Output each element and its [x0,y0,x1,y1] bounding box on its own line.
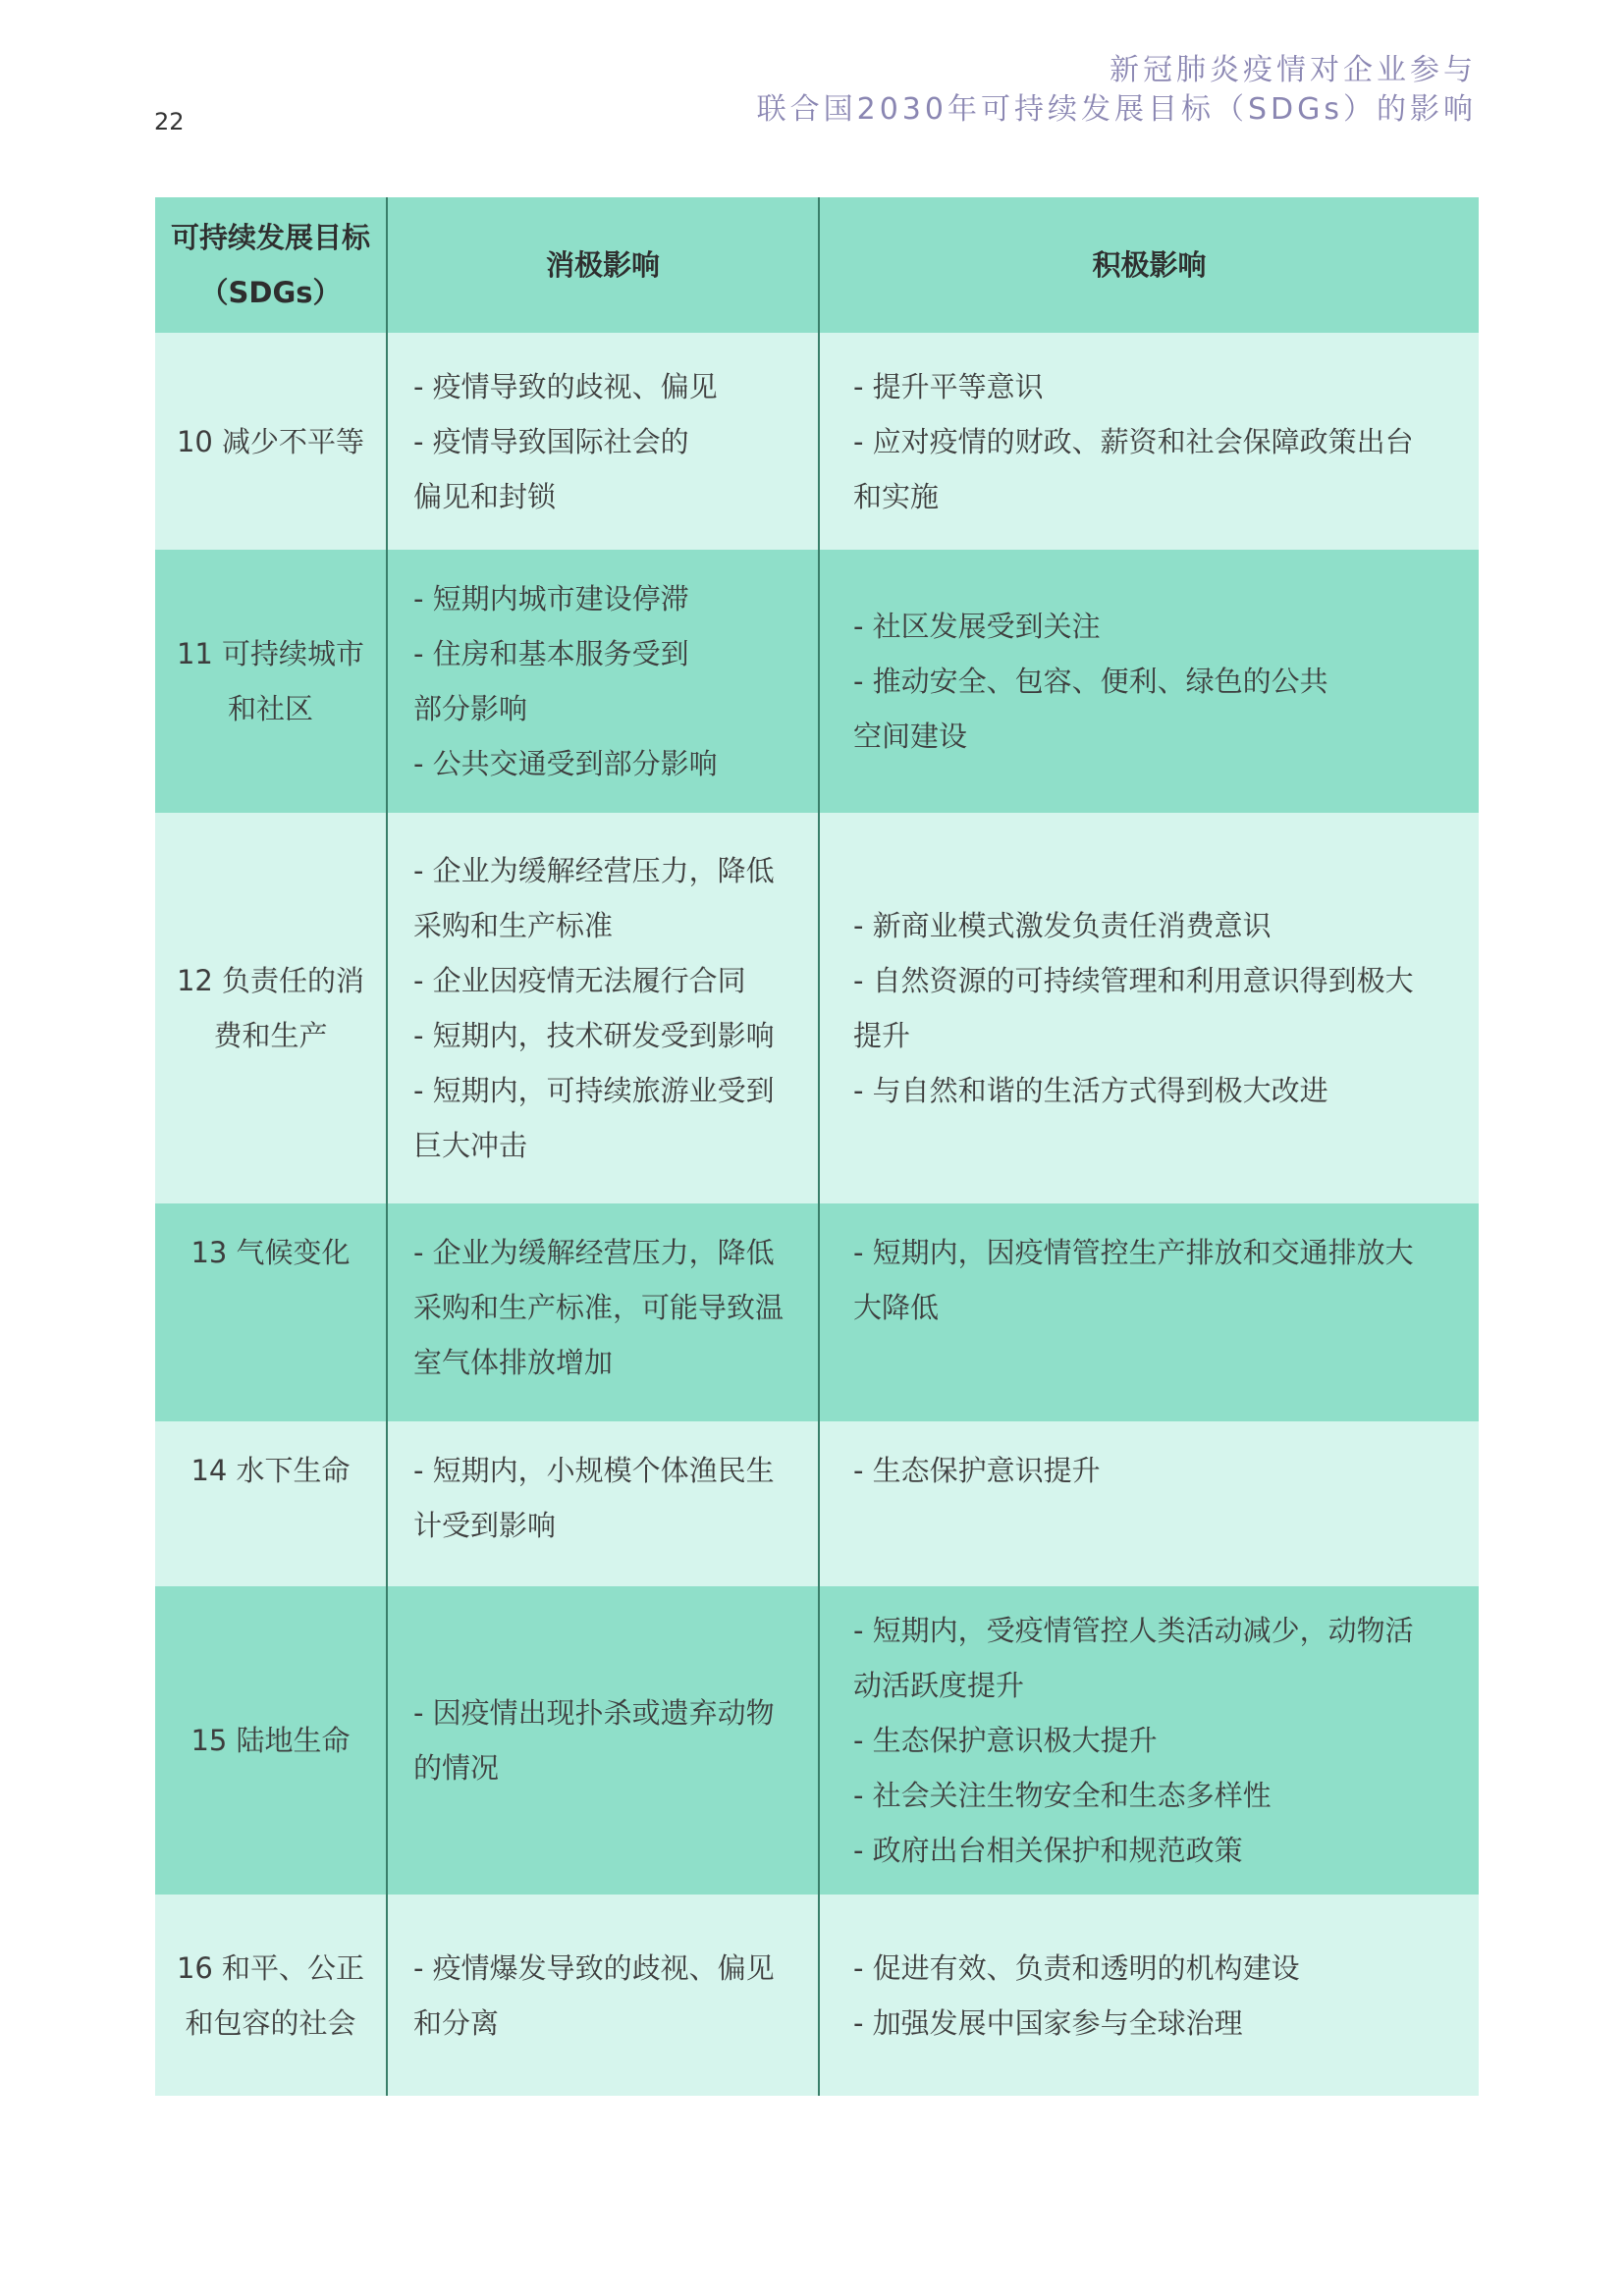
header-sdg-line-2: （SDGs） [199,276,342,309]
cell-negative [387,550,819,813]
cell-text-line: - 住房和基本服务受到 [413,637,689,670]
cell-text-line: 13 气候变化 [190,1236,351,1269]
cell-negative [387,333,819,550]
cell-text-line: 巨大冲击 [413,1129,528,1162]
cell-text-line: 和分离 [413,2005,500,2040]
cell-text-line: - 短期内，小规模个体渔民生 [413,1454,775,1487]
sdg-impact-table [155,197,1479,2096]
table-row [155,813,1479,1203]
cell-text-line: - 公共交通受到部分影响 [413,747,718,780]
cell-text-line: 室气体排放增加 [413,1346,614,1379]
header-sdg-line-1: 可持续发展目标 [170,221,370,254]
cell-sdg [155,550,387,813]
cell-positive [819,813,1479,1203]
cell-text-line: 10 减少不平等 [176,424,365,458]
cell-text-line: - 政府出台相关保护和规范政策 [853,1834,1243,1867]
cell-positive [819,1203,1479,1421]
table-header-row [155,197,1479,333]
cell-text-line: - 疫情导致的歧视、偏见 [413,369,718,403]
cell-positive [819,1586,1479,1895]
cell-negative [387,1586,819,1895]
cell-text-line: - 因疫情出现扑杀或遗弃动物 [413,1696,775,1730]
table-row [155,1421,1479,1586]
cell-sdg [155,813,387,1203]
cell-text-line: - 加强发展中国家参与全球治理 [853,2005,1243,2040]
cell-text-line: - 短期内，因疫情管控生产排放和交通排放大 [853,1236,1414,1269]
cell-text-line: 大降低 [853,1291,940,1324]
table-row [155,333,1479,550]
cell-text-line: 动活跃度提升 [853,1669,1025,1702]
cell-sdg [155,1895,387,2096]
cell-text-line: 计受到影响 [413,1509,557,1542]
cell-text-line: 11 可持续城市 [176,637,365,670]
cell-text-line: - 短期内城市建设停滞 [413,582,689,615]
cell-text-line: - 新商业模式激发负责任消费意识 [853,909,1272,942]
table-row [155,1895,1479,2096]
cell-negative [387,1203,819,1421]
cell-text-line: - 与自然和谐的生活方式得到极大改进 [853,1074,1328,1107]
cell-text-line: - 生态保护意识提升 [853,1454,1101,1487]
cell-text-line: - 疫情导致国际社会的 [413,424,689,458]
cell-text-line: 费和生产 [213,1019,328,1052]
cell-text-line: - 疫情爆发导致的歧视、偏见 [413,1950,775,1985]
cell-sdg [155,1586,387,1895]
cell-text-line: - 短期内，技术研发受到影响 [413,1019,775,1052]
header-positive: 积极影响 [819,197,1479,333]
cell-text-line: 12 负责任的消 [176,964,365,997]
header-title-line-1: 新冠肺炎疫情对企业参与 [1110,53,1477,87]
cell-text-line: - 促进有效、负责和透明的机构建设 [853,1950,1300,1985]
cell-text-line: 空间建设 [853,720,968,753]
header-sdg [155,197,387,333]
cell-text-line: - 企业为缓解经营压力，降低 [413,1236,775,1269]
table-row [155,1203,1479,1421]
cell-sdg [155,1421,387,1586]
cell-text-line: - 短期内，可持续旅游业受到 [413,1074,775,1107]
cell-positive [819,1421,1479,1586]
cell-positive [819,550,1479,813]
cell-sdg [155,1203,387,1421]
cell-text-line: 部分影响 [413,692,528,725]
cell-positive [819,333,1479,550]
table-body [155,333,1479,2096]
cell-text-line: - 生态保护意识极大提升 [853,1724,1158,1757]
cell-text-line: 提升 [853,1019,911,1052]
cell-positive [819,1895,1479,2096]
cell-text-line: - 自然资源的可持续管理和利用意识得到极大 [853,964,1414,997]
cell-text-line: 偏见和封锁 [413,479,557,513]
cell-text-line: 和包容的社会 [185,2005,356,2040]
header-negative: 消极影响 [387,197,819,333]
cell-negative [387,813,819,1203]
cell-text-line: - 提升平等意识 [853,369,1044,403]
cell-negative [387,1895,819,2096]
page-number: 22 [154,108,185,135]
cell-text-line: 15 陆地生命 [190,1724,351,1757]
document-header [757,51,1477,130]
cell-text-line: 16 和平、公正 [176,1950,365,1985]
cell-text-line: - 推动安全、包容、便利、绿色的公共 [853,665,1328,698]
cell-text-line: 采购和生产标准 [413,909,614,942]
table-row [155,1586,1479,1895]
cell-negative [387,1421,819,1586]
cell-text-line: 和社区 [227,692,313,725]
cell-text-line: 采购和生产标准，可能导致温 [413,1291,785,1324]
cell-text-line: - 社区发展受到关注 [853,610,1101,643]
header-title-line-2: 联合国2030年可持续发展目标（SDGs）的影响 [756,92,1477,127]
cell-text-line: 的情况 [413,1751,500,1785]
cell-text-line: - 社会关注生物安全和生态多样性 [853,1779,1272,1812]
cell-text-line: 14 水下生命 [190,1454,351,1487]
cell-text-line: - 短期内，受疫情管控人类活动减少，动物活 [853,1614,1414,1647]
cell-text-line: - 企业因疫情无法履行合同 [413,964,746,997]
cell-sdg [155,333,387,550]
cell-text-line: - 应对疫情的财政、薪资和社会保障政策出台 [853,424,1414,458]
cell-text-line: 和实施 [853,479,940,513]
table-row [155,550,1479,813]
cell-text-line: - 企业为缓解经营压力，降低 [413,854,775,887]
